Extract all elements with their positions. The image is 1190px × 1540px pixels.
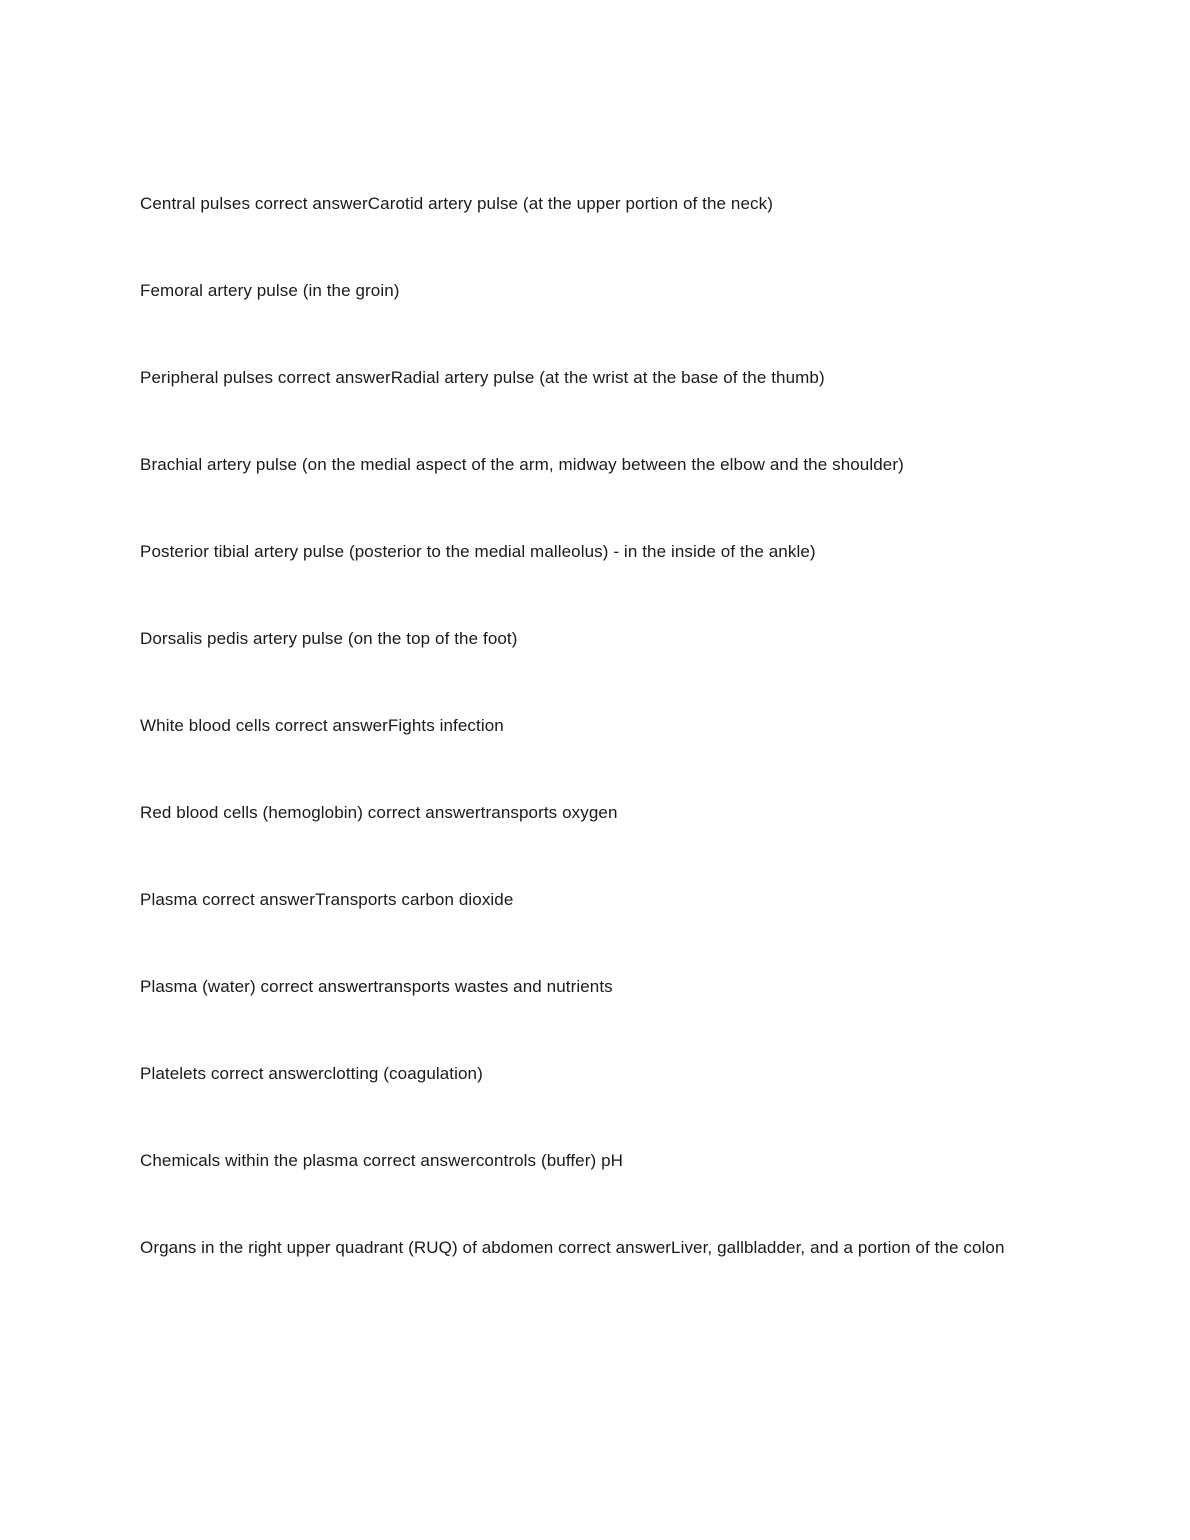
paragraph: Chemicals within the plasma correct answercontrols (buffer) pH xyxy=(140,1151,624,1170)
paragraph: Red blood cells (hemoglobin) correct answertransports oxygen xyxy=(140,803,618,822)
paragraph: Plasma (water) correct answertransports wastes and nutrients xyxy=(140,977,613,996)
paragraph: Central pulses correct answerCarotid artery pulse (at the upper portion of the neck) xyxy=(140,194,773,213)
paragraph: Organs in the right upper quadrant (RUQ) of abdomen correct answerLiver, gallbladder, and a portion of the colon xyxy=(140,1238,1005,1257)
paragraph: Posterior tibial artery pulse (posterior to the medial malleolus) - in the inside of the ankle) xyxy=(140,542,816,561)
document-body xyxy=(140,190,1045,1321)
paragraph: Peripheral pulses correct answerRadial artery pulse (at the wrist at the base of the thumb) xyxy=(140,368,825,387)
paragraph: Platelets correct answerclotting (coagulation) xyxy=(140,1064,483,1083)
paragraph: Femoral artery pulse (in the groin) xyxy=(140,281,400,300)
paragraph: Plasma correct answerTransports carbon dioxide xyxy=(140,890,514,909)
paragraph: Brachial artery pulse (on the medial aspect of the arm, midway between the elbow and the shoulder) xyxy=(140,455,904,474)
paragraph: Dorsalis pedis artery pulse (on the top of the foot) xyxy=(140,629,518,648)
paragraph: White blood cells correct answerFights infection xyxy=(140,716,504,735)
